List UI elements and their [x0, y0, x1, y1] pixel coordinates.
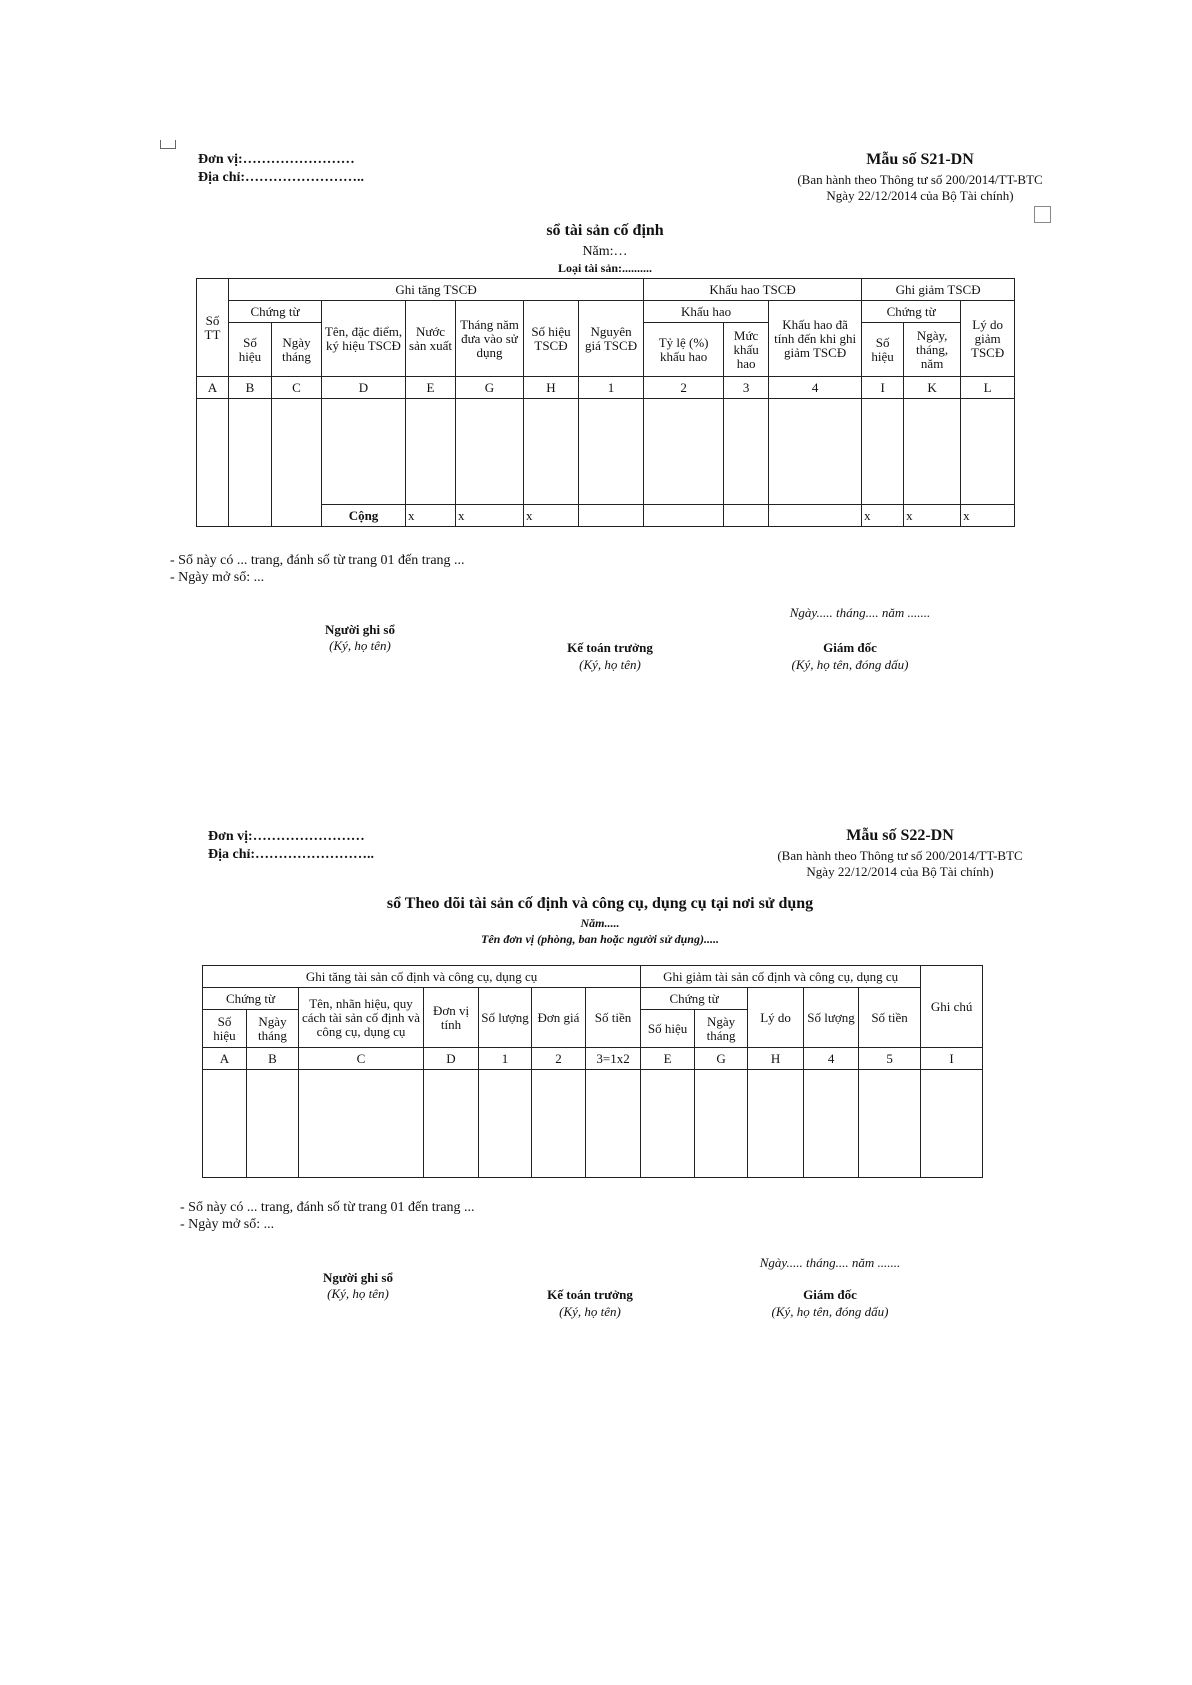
col-dec-qty: Số lượng: [804, 988, 859, 1048]
x-mark: x: [406, 505, 456, 527]
code-cell: D: [322, 377, 406, 399]
col-stt: Số TT: [197, 279, 229, 377]
dec-voucher-header: Chứng từ: [862, 301, 961, 323]
form-code: Mẫu số S21-DN: [866, 151, 974, 168]
col-cost: Nguyên giá TSCĐ: [579, 301, 644, 377]
code-cell: 4: [804, 1048, 859, 1070]
unit-line: Đơn vị:……………………: [208, 829, 365, 844]
code-cell: A: [203, 1048, 247, 1070]
chief-accountant-sign: (Ký, họ tên): [559, 1304, 621, 1319]
document-title: sổ tài sản cố định: [546, 222, 664, 239]
voucher-header: Chứng từ: [229, 301, 322, 323]
table-anchor-icon: [160, 140, 176, 149]
code-row: [203, 1048, 983, 1070]
col-doc-no: Số hiệu: [203, 1010, 247, 1048]
col-dec-no: Số hiệu: [862, 323, 904, 377]
code-cell: 1: [479, 1048, 532, 1070]
code-cell: B: [247, 1048, 299, 1070]
col-qty: Số lượng: [479, 988, 532, 1048]
asset-tool-tracking-table: [202, 965, 983, 1178]
document-title: sổ Theo dõi tài sản cố định và công cụ, dụng cụ tại nơi sử dụng: [386, 895, 814, 912]
x-mark: x: [456, 505, 524, 527]
note-pages: - Sổ này có ... trang, đánh số từ trang 01 đến trang ...: [170, 553, 465, 568]
col-reason: Lý do giảm TSCĐ: [961, 301, 1015, 377]
group-decrease: Ghi giảm tài sản cố định và công cụ, dụng cụ: [641, 966, 921, 988]
chief-accountant-sign: (Ký, họ tên): [579, 657, 641, 672]
code-cell: 3=1x2: [586, 1048, 641, 1070]
code-cell: G: [695, 1048, 748, 1070]
x-mark: x: [961, 505, 1015, 527]
group-increase: Ghi tăng tài sản cố định và công cụ, dụng cụ: [203, 966, 641, 988]
col-asset-no: Số hiệu TSCĐ: [524, 301, 579, 377]
depreciation-header: Khấu hao: [644, 301, 769, 323]
address-line: Địa chỉ:……………………..: [208, 847, 375, 862]
issued-by-line1: (Ban hành theo Thông tư số 200/2014/TT-BTC: [797, 172, 1043, 187]
code-cell: I: [921, 1048, 983, 1070]
col-name: Tên, nhãn hiệu, quy cách tài sản cố định và công cụ, dụng cụ: [299, 988, 424, 1048]
director-label: Giám đốc: [803, 1287, 857, 1302]
issued-by-line2: Ngày 22/12/2014 của Bộ Tài chính): [806, 864, 994, 879]
col-dec-no: Số hiệu: [641, 1010, 695, 1048]
blank-entry-row: [197, 399, 1015, 505]
unit-name-line: Tên đơn vị (phòng, ban hoặc người sử dụng).....: [481, 932, 719, 946]
code-cell: G: [456, 377, 524, 399]
col-note: Ghi chú: [921, 966, 983, 1048]
issued-by-line1: (Ban hành theo Thông tư số 200/2014/TT-BTC: [777, 848, 1023, 863]
chief-accountant-label: Kế toán trưởng: [567, 640, 653, 655]
code-cell: E: [406, 377, 456, 399]
unit-line: Đơn vị:……………………: [198, 152, 355, 167]
recorder-sign: (Ký, họ tên): [329, 638, 391, 653]
code-cell: D: [424, 1048, 479, 1070]
col-doc-date: Ngày tháng: [272, 323, 322, 377]
chief-accountant-label: Kế toán trưởng: [547, 1287, 633, 1302]
form-code: Mẫu số S22-DN: [846, 827, 954, 844]
recorder-label: Người ghi sổ: [325, 622, 395, 637]
total-label: Cộng: [322, 505, 406, 527]
col-dec-date: Ngày tháng: [695, 1010, 748, 1048]
issued-by-line2: Ngày 22/12/2014 của Bộ Tài chính): [826, 188, 1014, 203]
col-dec-money: Số tiền: [859, 988, 921, 1048]
col-accumulated: Khấu hao đã tính đến khi ghi giảm TSCĐ: [769, 301, 862, 377]
col-asset-name: Tên, đặc điểm, ký hiệu TSCĐ: [322, 301, 406, 377]
col-reason: Lý do: [748, 988, 804, 1048]
date-line: Ngày..... tháng.... năm .......: [759, 1255, 901, 1270]
code-row: [197, 377, 1015, 399]
col-doc-date: Ngày tháng: [247, 1010, 299, 1048]
note-open-date: - Ngày mở sổ: ...: [180, 1217, 275, 1232]
code-cell: 2: [532, 1048, 586, 1070]
code-cell: 1: [579, 377, 644, 399]
fixed-asset-ledger-table: [196, 278, 1015, 527]
col-dec-date: Ngày, tháng, năm: [904, 323, 961, 377]
code-cell: C: [299, 1048, 424, 1070]
voucher-header: Chứng từ: [203, 988, 299, 1010]
note-pages: - Sổ này có ... trang, đánh số từ trang 01 đến trang ...: [180, 1200, 475, 1215]
code-cell: 5: [859, 1048, 921, 1070]
checkbox-icon: [1034, 206, 1051, 223]
code-cell: C: [272, 377, 322, 399]
date-line: Ngày..... tháng.... năm .......: [789, 605, 931, 620]
col-money: Số tiền: [586, 988, 641, 1048]
note-open-date: - Ngày mở sổ: ...: [170, 570, 265, 585]
col-country: Nước sản xuất: [406, 301, 456, 377]
address-line: Địa chỉ:……………………..: [198, 170, 365, 185]
code-cell: 2: [644, 377, 724, 399]
director-sign: (Ký, họ tên, đóng dấu): [791, 657, 909, 672]
x-mark: x: [904, 505, 961, 527]
col-rate: Tỷ lệ (%) khấu hao: [644, 323, 724, 377]
recorder-sign: (Ký, họ tên): [327, 1286, 389, 1301]
col-uom: Đơn vị tính: [424, 988, 479, 1048]
code-cell: H: [748, 1048, 804, 1070]
x-mark: x: [862, 505, 904, 527]
col-amount: Mức khấu hao: [724, 323, 769, 377]
recorder-label: Người ghi sổ: [323, 1270, 393, 1285]
group-increase: Ghi tăng TSCĐ: [229, 279, 644, 301]
code-cell: 3: [724, 377, 769, 399]
col-price: Đơn giá: [532, 988, 586, 1048]
x-mark: x: [524, 505, 579, 527]
director-label: Giám đốc: [823, 640, 877, 655]
code-cell: 4: [769, 377, 862, 399]
asset-type-line: Loại tài sản:..........: [557, 261, 652, 275]
code-cell: E: [641, 1048, 695, 1070]
year-line: Năm:…: [582, 244, 628, 259]
code-cell: H: [524, 377, 579, 399]
col-doc-no: Số hiệu: [229, 323, 272, 377]
code-cell: L: [961, 377, 1015, 399]
col-month-year: Tháng năm đưa vào sử dụng: [456, 301, 524, 377]
group-decrease: Ghi giảm TSCĐ: [862, 279, 1015, 301]
code-cell: I: [862, 377, 904, 399]
year-line: Năm.....: [580, 916, 620, 930]
blank-entry-row: [203, 1070, 983, 1178]
dec-voucher-header: Chứng từ: [641, 988, 748, 1010]
group-depreciation: Khấu hao TSCĐ: [644, 279, 862, 301]
director-sign: (Ký, họ tên, đóng dấu): [771, 1304, 889, 1319]
code-cell: K: [904, 377, 961, 399]
code-cell: B: [229, 377, 272, 399]
code-cell: A: [197, 377, 229, 399]
